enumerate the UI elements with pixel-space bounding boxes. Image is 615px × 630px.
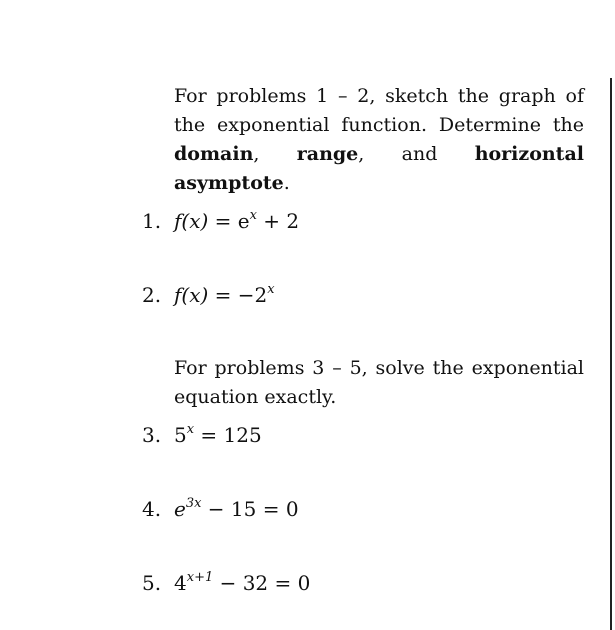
problem-2 (142, 280, 275, 310)
problem-4 (142, 494, 299, 524)
equation-base: = e (208, 209, 250, 233)
problem-number: 1. (142, 209, 162, 233)
problem-number: 3. (142, 423, 162, 447)
separator: , and (358, 143, 475, 165)
instructions-text: For problems 1 – 2, sketch the graph of the exponential function. Determine the (174, 85, 584, 136)
problem-number: 4. (142, 497, 162, 521)
equation-base: 5 (174, 423, 187, 447)
problem-5 (142, 568, 310, 598)
function-name: f(x) (174, 209, 209, 233)
instructions-sketch (174, 82, 584, 198)
problem-1 (142, 206, 299, 236)
equation-rest: − 32 = 0 (213, 571, 311, 595)
exponent: 3x (185, 496, 202, 511)
term-horizontal-asymptote: horizontal asymptote (174, 143, 584, 194)
exponent: x+1 (186, 570, 214, 585)
term-domain: domain (174, 143, 254, 165)
separator: , (253, 143, 297, 165)
problem-3 (142, 420, 262, 450)
equation-rest: + 2 (256, 209, 300, 233)
period: . (283, 172, 290, 194)
equation-rest: = 125 (194, 423, 262, 447)
exponent: x (186, 422, 195, 437)
equation-base: e (174, 497, 186, 521)
instructions-solve: For problems 3 – 5, solve the exponential equation exactly. (174, 357, 584, 408)
exponent: x (267, 282, 275, 297)
equation-base: = −2 (208, 283, 268, 307)
function-name: f(x) (174, 283, 209, 307)
exponent: x (249, 208, 257, 223)
right-margin-rule (610, 78, 612, 630)
term-range: range (296, 143, 359, 165)
equation-rest: − 15 = 0 (201, 497, 299, 521)
problem-number: 5. (142, 571, 162, 595)
problem-number: 2. (142, 283, 162, 307)
equation-base: 4 (174, 571, 187, 595)
